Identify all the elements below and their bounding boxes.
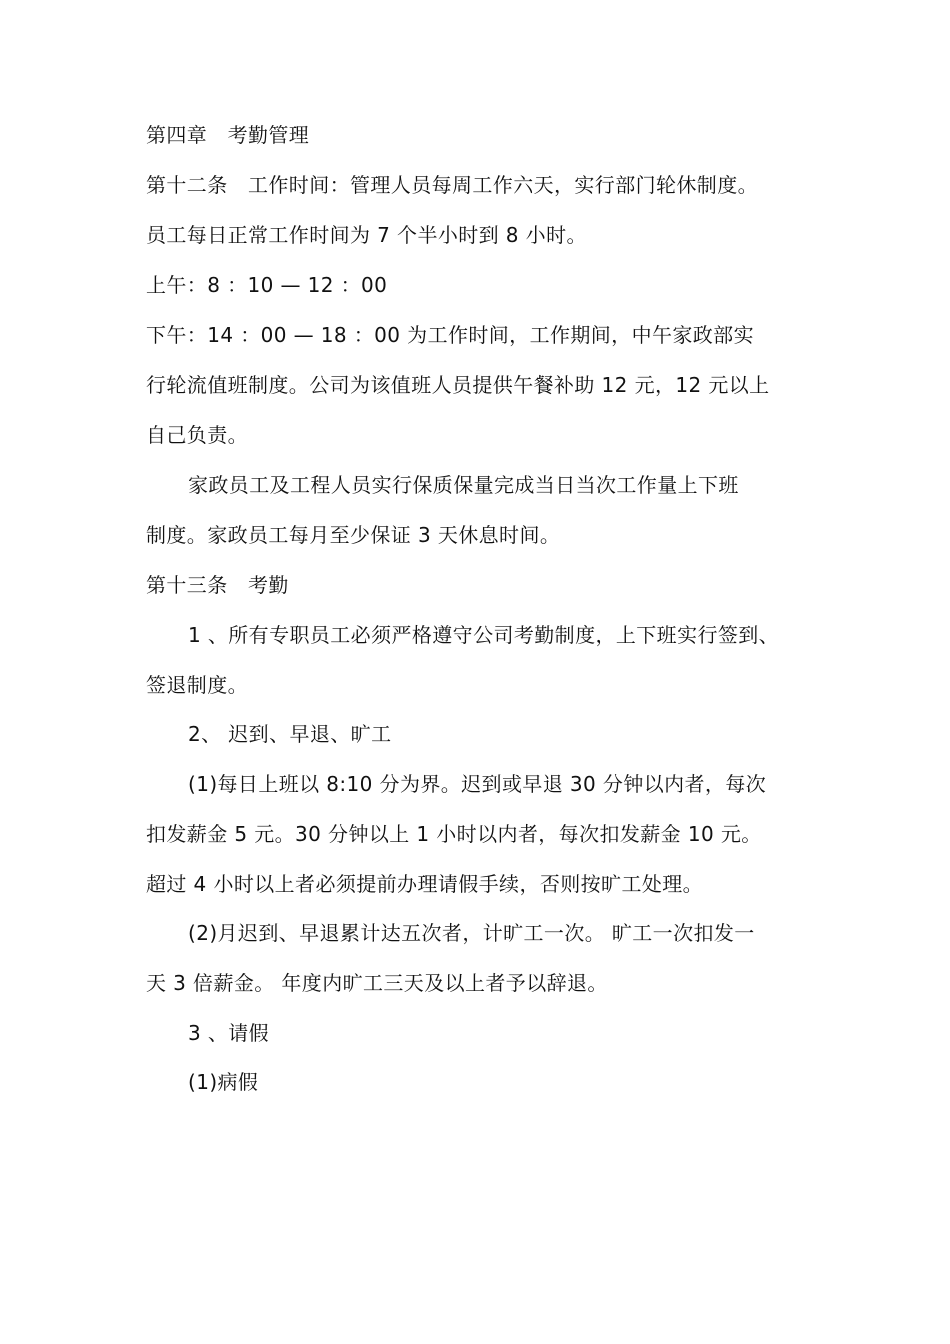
afternoon-hours-line-2: 行轮流值班制度。公司为该值班人员提供午餐补助 12 元，12 元以上 xyxy=(146,373,770,397)
item-1-line-1: 1 、所有专职员工必须严格遵守公司考勤制度，上下班实行签到、 xyxy=(188,623,780,647)
item-1-line-2: 签退制度。 xyxy=(146,673,248,697)
afternoon-hours-line-1: 下午：14 ：00 — 18 ：00 为工作时间，工作期间，中午家政部实 xyxy=(146,323,754,347)
item-3-heading: 3 、请假 xyxy=(188,1021,270,1045)
article-12-line-1: 第十二条 工作时间：管理人员每周工作六天，实行部门轮休制度。 xyxy=(146,173,758,197)
item-3-1-heading: (1)病假 xyxy=(188,1070,259,1094)
item-2-1-line-3: 超过 4 小时以上者必须提前办理请假手续，否则按旷工处理。 xyxy=(146,872,704,896)
item-2-1-line-2: 扣发薪金 5 元。30 分钟以上 1 小时以内者，每次扣发薪金 10 元。 xyxy=(146,822,762,846)
item-2-2-line-2: 天 3 倍薪金。 年度内旷工三天及以上者予以辞退。 xyxy=(146,971,608,995)
morning-hours: 上午：8 ：10 — 12 ：00 xyxy=(146,273,388,297)
article-13-heading: 第十三条 考勤 xyxy=(146,573,289,597)
housekeeping-paragraph-line-1: 家政员工及工程人员实行保质保量完成当日当次工作量上下班 xyxy=(188,473,739,497)
article-12-line-2: 员工每日正常工作时间为 7 个半小时到 8 小时。 xyxy=(146,223,587,247)
item-2-1-line-1: (1)每日上班以 8:10 分为界。迟到或早退 30 分钟以内者，每次 xyxy=(188,772,767,796)
afternoon-hours-line-3: 自己负责。 xyxy=(146,423,248,447)
item-2-2-line-1: (2)月迟到、早退累计达五次者，计旷工一次。 旷工一次扣发一 xyxy=(188,921,755,945)
item-2-heading: 2、 迟到、早退、旷工 xyxy=(188,722,392,746)
chapter-heading: 第四章 考勤管理 xyxy=(146,123,310,147)
housekeeping-paragraph-line-2: 制度。家政员工每月至少保证 3 天休息时间。 xyxy=(146,523,561,547)
